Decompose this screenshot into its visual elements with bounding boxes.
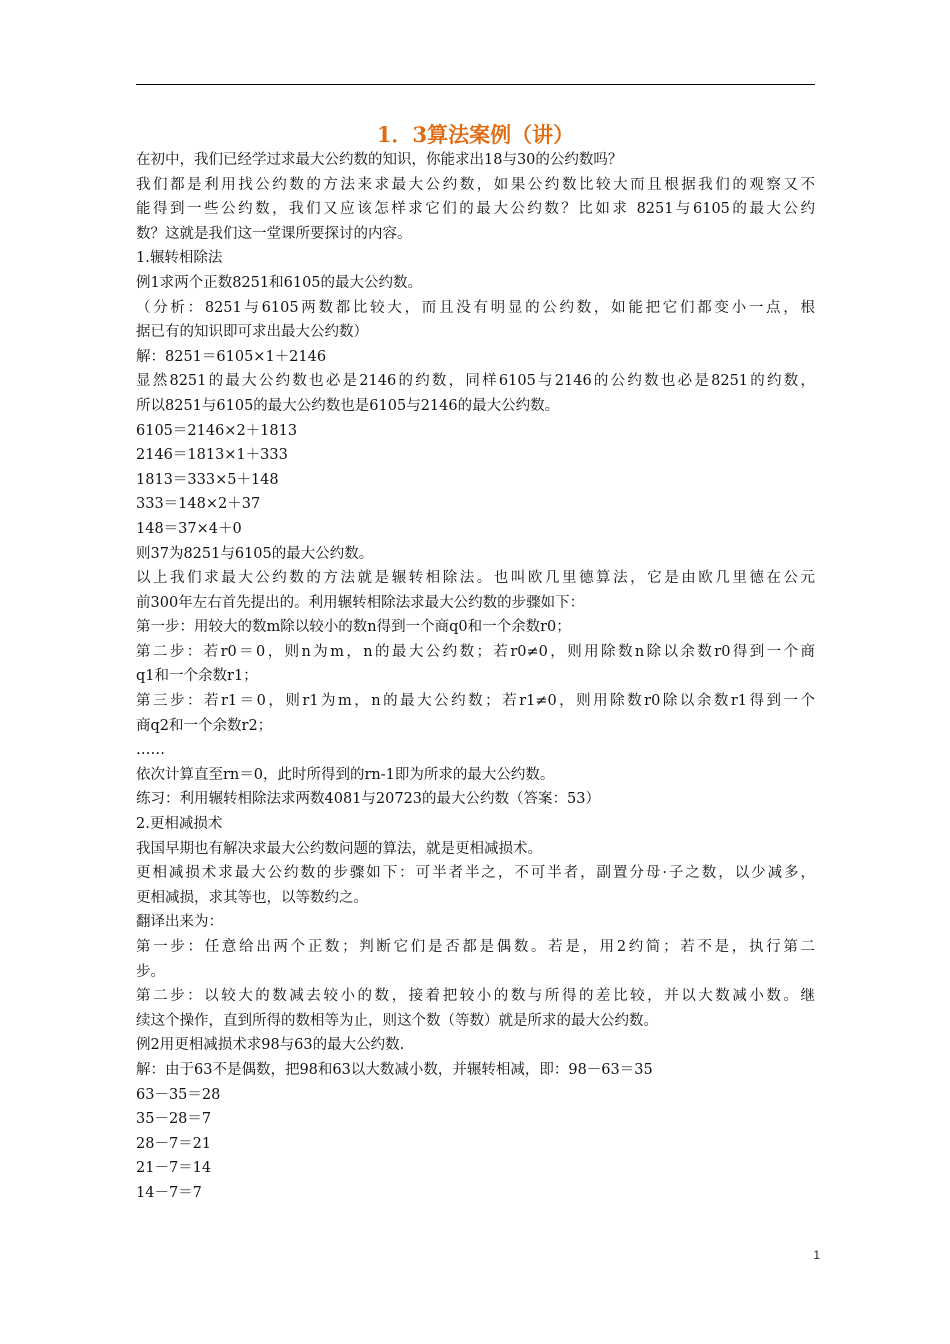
body-line: 1813＝333×5＋148 bbox=[136, 471, 279, 488]
body-line: 35－28＝7 bbox=[136, 1111, 212, 1128]
body-line: 所以8251与6105的最大公约数也是6105与2146的最大公约数。 bbox=[136, 397, 560, 414]
body-line: 解：8251＝6105×1＋2146 bbox=[136, 348, 327, 365]
body-line: 我们都是利用找公约数的方法来求最大公约数，如果公约数比较大而且根据我们的观察又不 bbox=[136, 176, 815, 193]
body-line: 2146＝1813×1＋333 bbox=[136, 447, 288, 464]
body-line: 我国早期也有解决求最大公约数问题的算法，就是更相减损术。 bbox=[136, 840, 542, 857]
body-line: 以上我们求最大公约数的方法就是辗转相除法。也叫欧几里德算法，它是由欧几里德在公元 bbox=[136, 570, 815, 587]
body-line: 据已有的知识即可求出最大公约数） bbox=[136, 324, 368, 341]
body-line: 第一步：用较大的数m除以较小的数n得到一个商q0和一个余数r0； bbox=[136, 619, 571, 636]
body-line: 翻译出来为： bbox=[136, 914, 223, 931]
page-number: 1 bbox=[813, 1248, 820, 1262]
body-line: 解：由于63不是偶数，把98和63以大数减小数，并辗转相减，即：98－63＝35 bbox=[136, 1061, 653, 1078]
body-line: 则37为8251与6105的最大公约数。 bbox=[136, 545, 374, 562]
document-body bbox=[136, 148, 815, 1206]
body-line: 显然8251的最大公约数也必是2146的约数，同样6105与2146的公约数也必是8251的约数， bbox=[136, 373, 815, 390]
body-line: 续这个操作，直到所得的数相等为止，则这个数（等数）就是所求的最大公约数。 bbox=[136, 1012, 658, 1029]
body-line: 例2用更相减损术求98与63的最大公约数. bbox=[136, 1037, 405, 1054]
body-line: 步。 bbox=[136, 963, 165, 980]
body-line: 练习：利用辗转相除法求两数4081与20723的最大公约数（答案：53） bbox=[136, 791, 600, 808]
body-line: 例1求两个正数8251和6105的最大公约数。 bbox=[136, 274, 423, 291]
body-line: 第二步：若r0＝0，则n为m，n的最大公约数；若r0≠0，则用除数n除以余数r0得到一个商 bbox=[136, 643, 815, 660]
body-line: …… bbox=[136, 742, 165, 759]
body-line: 更相减损，求其等也，以等数约之。 bbox=[136, 889, 368, 906]
header-rule bbox=[136, 84, 815, 85]
body-line: 333＝148×2＋37 bbox=[136, 496, 261, 513]
body-line: （分析：8251与6105两数都比较大，而且没有明显的公约数，如能把它们都变小一点，根 bbox=[136, 299, 815, 316]
body-line: 在初中，我们已经学过求最大公约数的知识，你能求出18与30的公约数吗？ bbox=[136, 152, 623, 168]
body-line: 第三步：若r1＝0，则r1为m，n的最大公约数；若r1≠0，则用除数r0除以余数r1得到一个 bbox=[136, 693, 815, 710]
body-line: 更相减损术求最大公约数的步骤如下：可半者半之，不可半者，副置分母·子之数，以少减多， bbox=[136, 865, 815, 882]
body-line: 依次计算直至rn＝0，此时所得到的rn-1即为所求的最大公约数。 bbox=[136, 766, 555, 783]
body-line: 1.辗转相除法 bbox=[136, 250, 223, 267]
body-line: 2.更相减损术 bbox=[136, 816, 223, 833]
body-line: 第二步：以较大的数减去较小的数，接着把较小的数与所得的差比较，并以大数减小数。继 bbox=[136, 988, 815, 1005]
body-line: 数？这就是我们这一堂课所要探讨的内容。 bbox=[136, 225, 412, 242]
body-line: 商q2和一个余数r2； bbox=[136, 717, 273, 734]
body-line: 21－7＝14 bbox=[136, 1160, 212, 1177]
body-line: 28－7＝21 bbox=[136, 1135, 212, 1152]
body-line: q1和一个余数r1； bbox=[136, 668, 258, 685]
document-title: 1．3算法案例（讲） bbox=[376, 122, 575, 147]
body-line: 能得到一些公约数，我们又应该怎样求它们的最大公约数？比如求 8251与6105的最大公约 bbox=[136, 201, 815, 218]
body-line: 63－35＝28 bbox=[136, 1086, 221, 1103]
body-line: 148＝37×4＋0 bbox=[136, 520, 242, 537]
body-line: 6105＝2146×2＋1813 bbox=[136, 422, 298, 439]
body-line: 前300年左右首先提出的。利用辗转相除法求最大公约数的步骤如下： bbox=[136, 594, 585, 611]
body-line: 14－7＝7 bbox=[136, 1184, 202, 1201]
body-line: 第一步：任意给出两个正数；判断它们是否都是偶数。若是，用2约简；若不是，执行第二 bbox=[136, 939, 815, 955]
